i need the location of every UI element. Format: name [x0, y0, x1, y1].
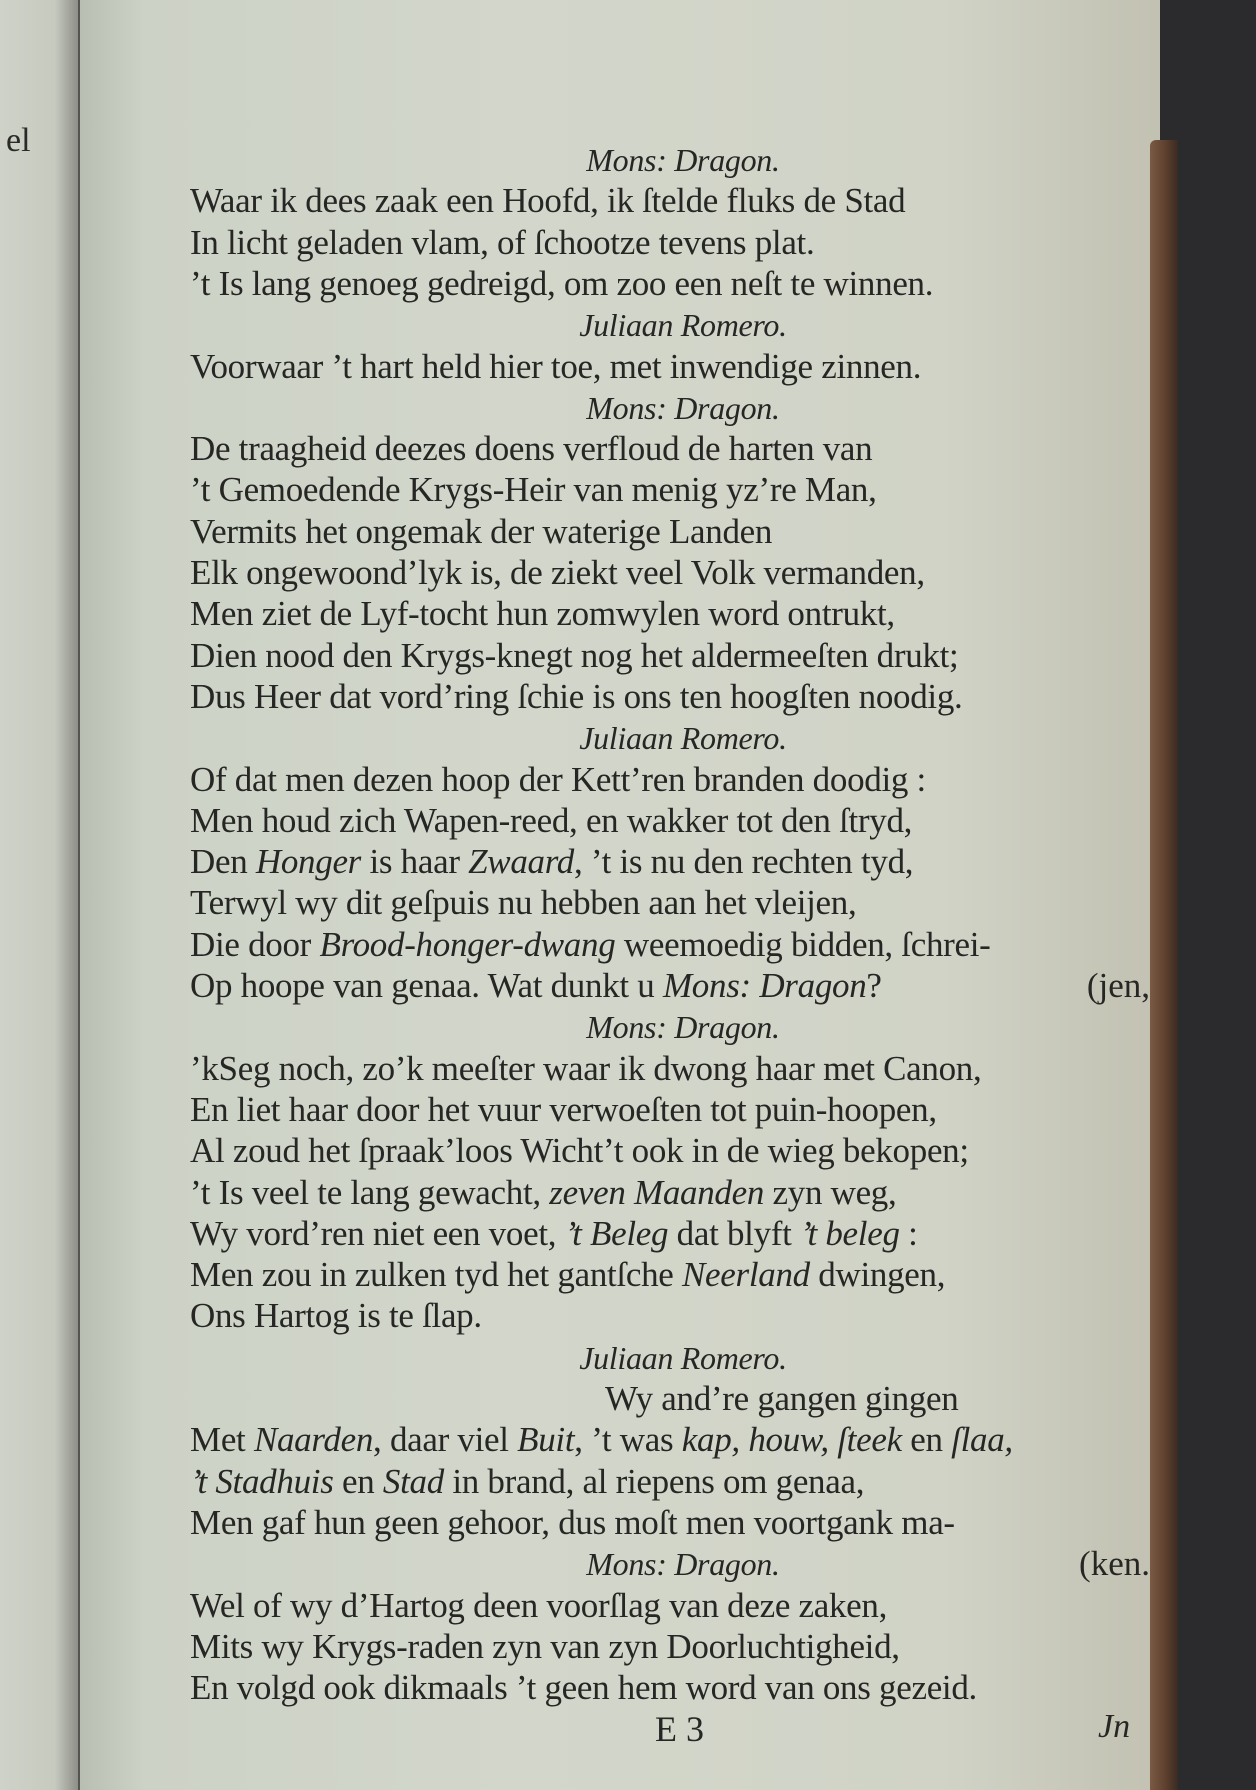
verse-line: [190, 264, 933, 304]
verse-line: [190, 1214, 918, 1254]
speaker-name: [0, 1338, 1256, 1378]
speaker-name: [0, 388, 1256, 428]
speaker-name: [0, 305, 1256, 345]
speaker-name: [0, 718, 1256, 758]
text: ’kSeg noch, zo’k meeſter waar ik dwong haar met Canon,: [190, 1048, 982, 1088]
speaker-name: [0, 1544, 1256, 1584]
text: Elk ongewoond’lyk is, de ziekt veel Volk vermanden,: [190, 553, 925, 592]
text: Wy and’re gangen gingen: [605, 1379, 959, 1418]
turnover-text: (ken.: [1079, 1544, 1150, 1584]
italic-text: zeven Maanden: [549, 1172, 765, 1212]
text: Terwyl wy dit geſpuis nu hebben aan het vleijen,: [190, 883, 857, 923]
verse-line: [190, 512, 772, 552]
verse-line: [190, 553, 925, 593]
text: zyn weg,: [764, 1172, 897, 1212]
verse-line: [605, 1379, 959, 1419]
verse-line: [190, 181, 905, 221]
verse-line: [190, 842, 913, 882]
verse-line: [190, 223, 814, 263]
text: Men ziet de Lyf-tocht hun zomwylen word ontrukt,: [190, 594, 895, 634]
verse-line: [190, 1173, 896, 1213]
text: :: [899, 1213, 918, 1253]
verse-line: [190, 470, 877, 510]
italic-text: Juliaan Romero.: [579, 1339, 787, 1376]
verse-line: [190, 1255, 945, 1295]
italic-text: Brood-honger-dwang: [319, 924, 616, 964]
text: dwingen,: [809, 1255, 946, 1295]
verse-line: [190, 1462, 864, 1502]
text: Ons Hartog is te ſlap.: [190, 1296, 482, 1336]
text: De traagheid deezes doens verfloud de harten van: [190, 429, 873, 469]
verse-line: [190, 347, 921, 387]
text: ’t Is veel te lang gewacht,: [190, 1172, 550, 1212]
verse-line: [190, 1627, 900, 1667]
speaker-name: [0, 1007, 1256, 1047]
italic-text: ’t Stadhuis: [190, 1461, 334, 1501]
left-page-edge: [0, 0, 81, 1790]
verse-line: [190, 1668, 977, 1708]
catchword: Jn: [1098, 1708, 1131, 1745]
text: Waar ik dees zaak een Hoofd, ik ſtelde fluks de Stad: [190, 181, 906, 221]
italic-text: Neerland: [682, 1255, 810, 1295]
text: Dien nood den Krygs-knegt nog het aldermeeſten drukt;: [190, 635, 959, 675]
text: ’t Gemoedende Krygs-Heir van menig yz’re Man,: [190, 470, 877, 510]
text: Vermits het ongemak der waterige Landen: [190, 511, 773, 551]
text: ’t Is lang genoeg gedreigd, om zoo een neſt te winnen.: [190, 263, 934, 303]
verse-line: [190, 801, 912, 841]
verse-line: [190, 1131, 969, 1171]
verse-line: [190, 925, 991, 965]
italic-text: ſlaa,: [951, 1420, 1013, 1460]
verse-line: [190, 1090, 937, 1130]
text: Men houd zich Wapen-reed, en wakker tot den ſtryd,: [190, 800, 913, 840]
italic-text: Mons: Dragon.: [586, 1009, 780, 1046]
italic-text: Naarden: [253, 1420, 374, 1460]
verse-line: [190, 966, 882, 1006]
verse-line: [190, 1586, 887, 1626]
speaker-name: [0, 140, 1256, 180]
verse-line: [190, 883, 856, 923]
text: ?: [866, 966, 882, 1005]
italic-text: Juliaan Romero.: [579, 720, 787, 757]
italic-text: Honger: [255, 842, 362, 882]
verse-line: [190, 429, 872, 469]
turnover-text: (jen,: [1086, 966, 1150, 1005]
verse-line: [190, 760, 926, 800]
text: Al zoud het ſpraak’loos Wicht’t ook in de wieg bekopen;: [190, 1131, 969, 1171]
text: In licht geladen vlam, of ſchootze tevens plat.: [190, 222, 815, 262]
verse-line: [190, 1420, 1013, 1460]
text: Den: [190, 842, 256, 882]
italic-text: Stad: [382, 1461, 444, 1501]
text: Op hoope van genaa. Wat dunkt u: [190, 966, 663, 1005]
verse-line: [190, 1296, 482, 1336]
text: Wy vord’ren niet een voet,: [190, 1213, 565, 1253]
text: Wel of wy d’Hartog deen voorſlag van deze zaken,: [190, 1585, 888, 1625]
text: Voorwaar ’t hart held hier toe, met inwendige zinnen.: [190, 346, 922, 386]
text: is haar: [361, 842, 469, 882]
verse-line: [190, 1503, 955, 1543]
text: dat blyft: [668, 1213, 800, 1253]
italic-text: kap, houw, ſteek: [681, 1420, 902, 1460]
verse-line: [190, 594, 895, 634]
verse-line: [190, 636, 958, 676]
text: Dus Heer dat vord’ring ſchie is ons ten hoogſten noodig.: [190, 676, 963, 716]
text: en: [333, 1461, 383, 1501]
signature-mark: E 3: [655, 1709, 704, 1749]
text: Of dat men dezen hoop der Kett’ren branden doodig :: [190, 759, 926, 799]
text: Die door: [190, 924, 320, 964]
text: , daar viel: [373, 1420, 518, 1460]
text: Men zou in zulken tyd het gantſche: [190, 1255, 682, 1295]
text: , ’t is nu den rechten tyd,: [573, 842, 914, 882]
text: Met: [190, 1420, 254, 1460]
verse-line: [190, 677, 963, 717]
italic-text: Mons: Dragon.: [586, 142, 780, 178]
text: En liet haar door het vuur verwoeſten tot puin-hoopen,: [190, 1089, 937, 1129]
text: en: [901, 1420, 952, 1460]
italic-text: Buit: [517, 1420, 575, 1460]
italic-text: Mons: Dragon: [662, 966, 867, 1005]
italic-text: Zwaard: [468, 842, 574, 882]
italic-text: Juliaan Romero.: [579, 307, 787, 344]
verse-line: [190, 1049, 981, 1089]
text: , ’t was: [574, 1420, 682, 1460]
text: Men gaf hun geen gehoor, dus moſt men voortgank ma-: [190, 1502, 955, 1542]
text: En volgd ook dikmaals ’t geen hem word van ons gezeid.: [190, 1668, 978, 1708]
text: Mits wy Krygs-raden zyn van zyn Doorluchtigheid,: [190, 1626, 900, 1666]
text: in brand, al riepens om genaa,: [443, 1461, 865, 1501]
italic-text: Mons: Dragon.: [586, 389, 780, 426]
text: weemoedig bidden, ſchrei-: [615, 924, 991, 964]
italic-text: Mons: Dragon.: [586, 1546, 780, 1583]
italic-text: ’t beleg: [800, 1213, 900, 1253]
left-page-fragment: el: [6, 122, 31, 159]
italic-text: ’t Beleg: [564, 1213, 669, 1253]
